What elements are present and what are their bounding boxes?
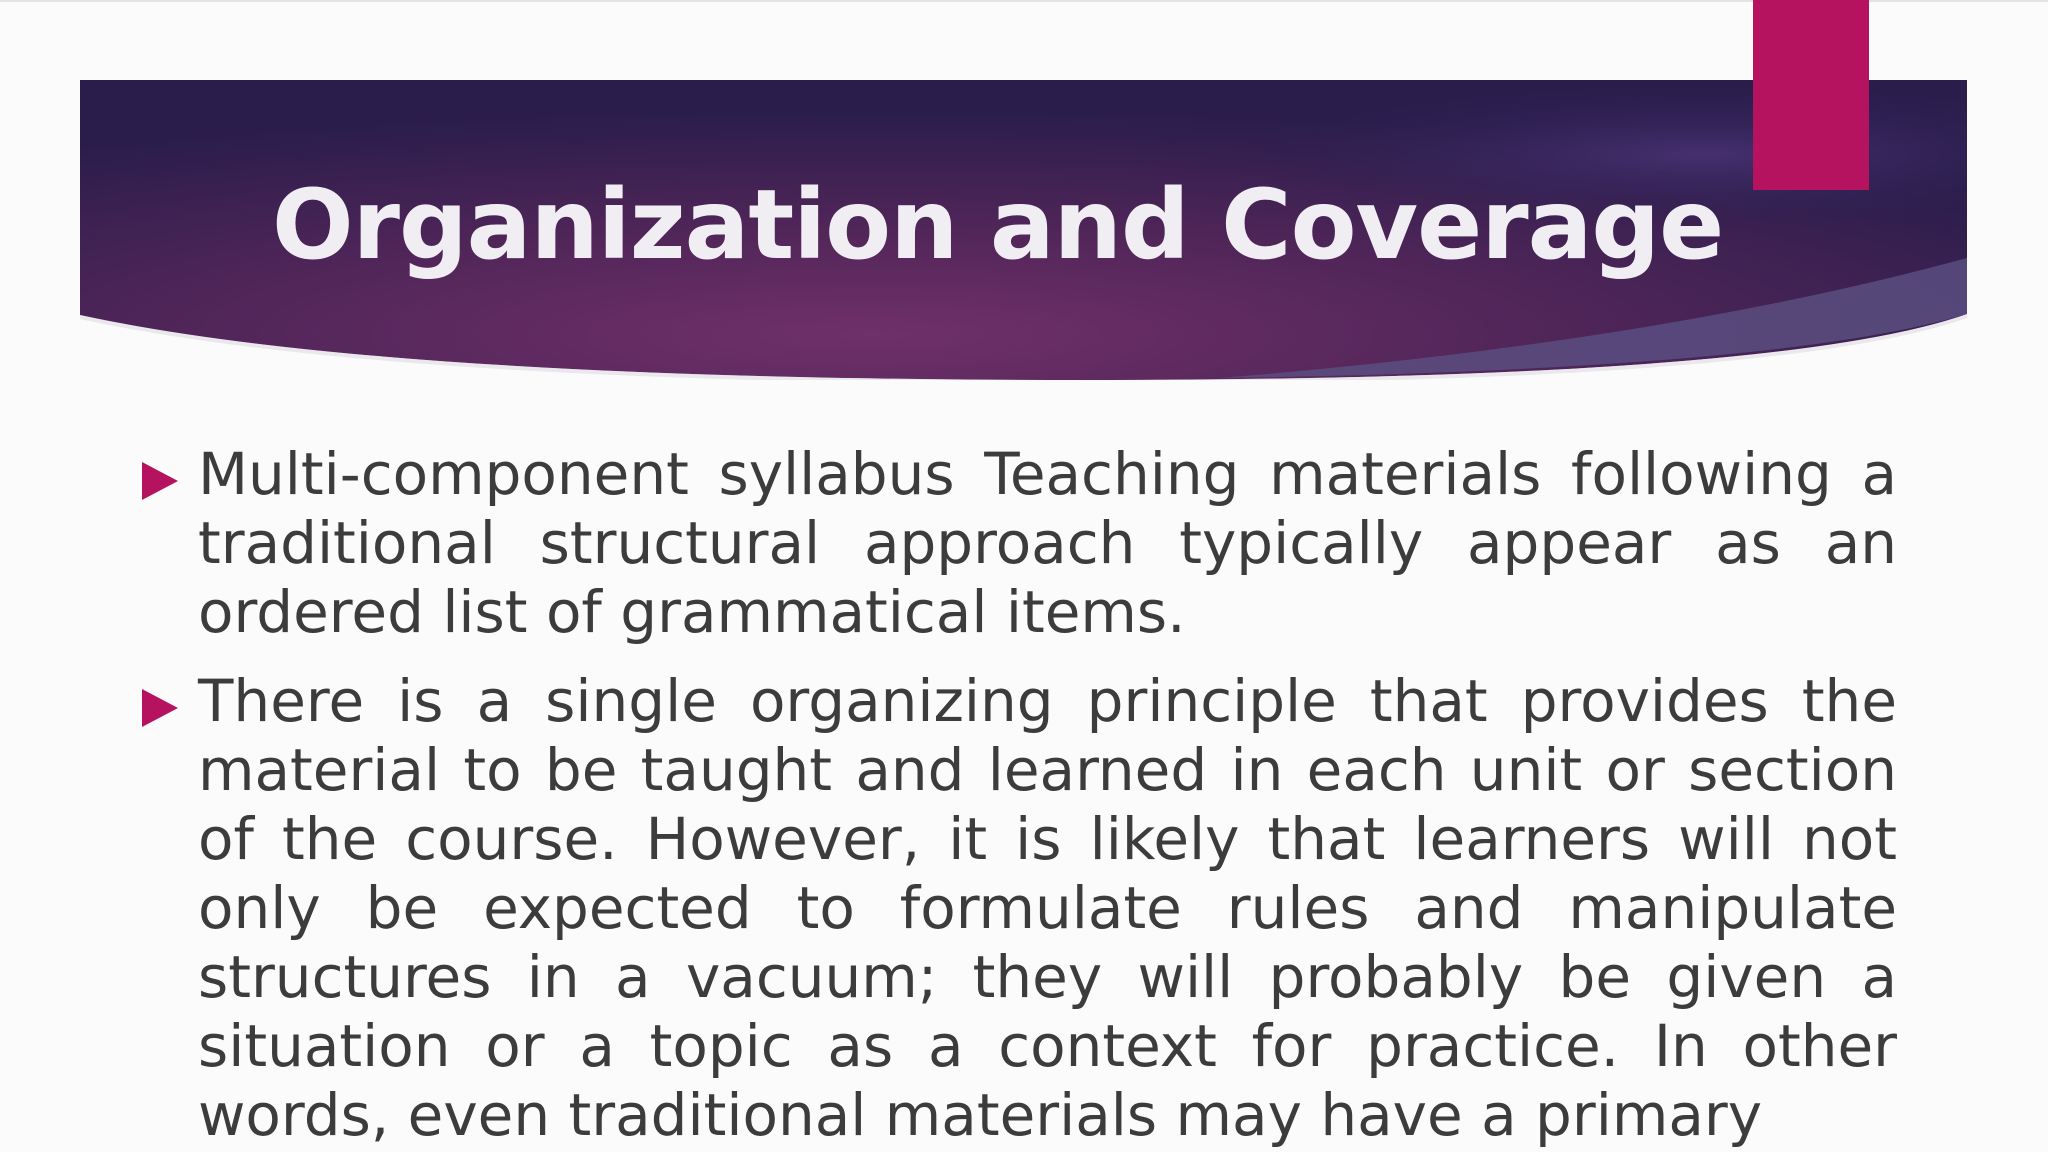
bullet-text: There is a single organizing principle that provides the material to be taught and learned in each unit or section of the course. However, it is likely that learners will not only be expected to formulate rules and manipulate structures in a vacuum; they will probably be given a situation or a topic as a context for practice. In other words, even traditional materials may have a primary (198, 667, 1897, 1149)
top-divider (0, 0, 2048, 2)
bullet-list (142, 440, 1897, 1152)
bullet-text: Multi-component syllabus Teaching materials following a traditional structural approach typically appear as an ordered list of grammatical items. (198, 440, 1897, 646)
bullet-item (142, 667, 1897, 1150)
slide-title: Organization and Coverage (272, 169, 1724, 281)
triangle-right-icon (142, 462, 178, 500)
accent-tab (1753, 0, 1869, 190)
bullet-item (142, 440, 1897, 647)
triangle-right-icon (142, 689, 178, 727)
